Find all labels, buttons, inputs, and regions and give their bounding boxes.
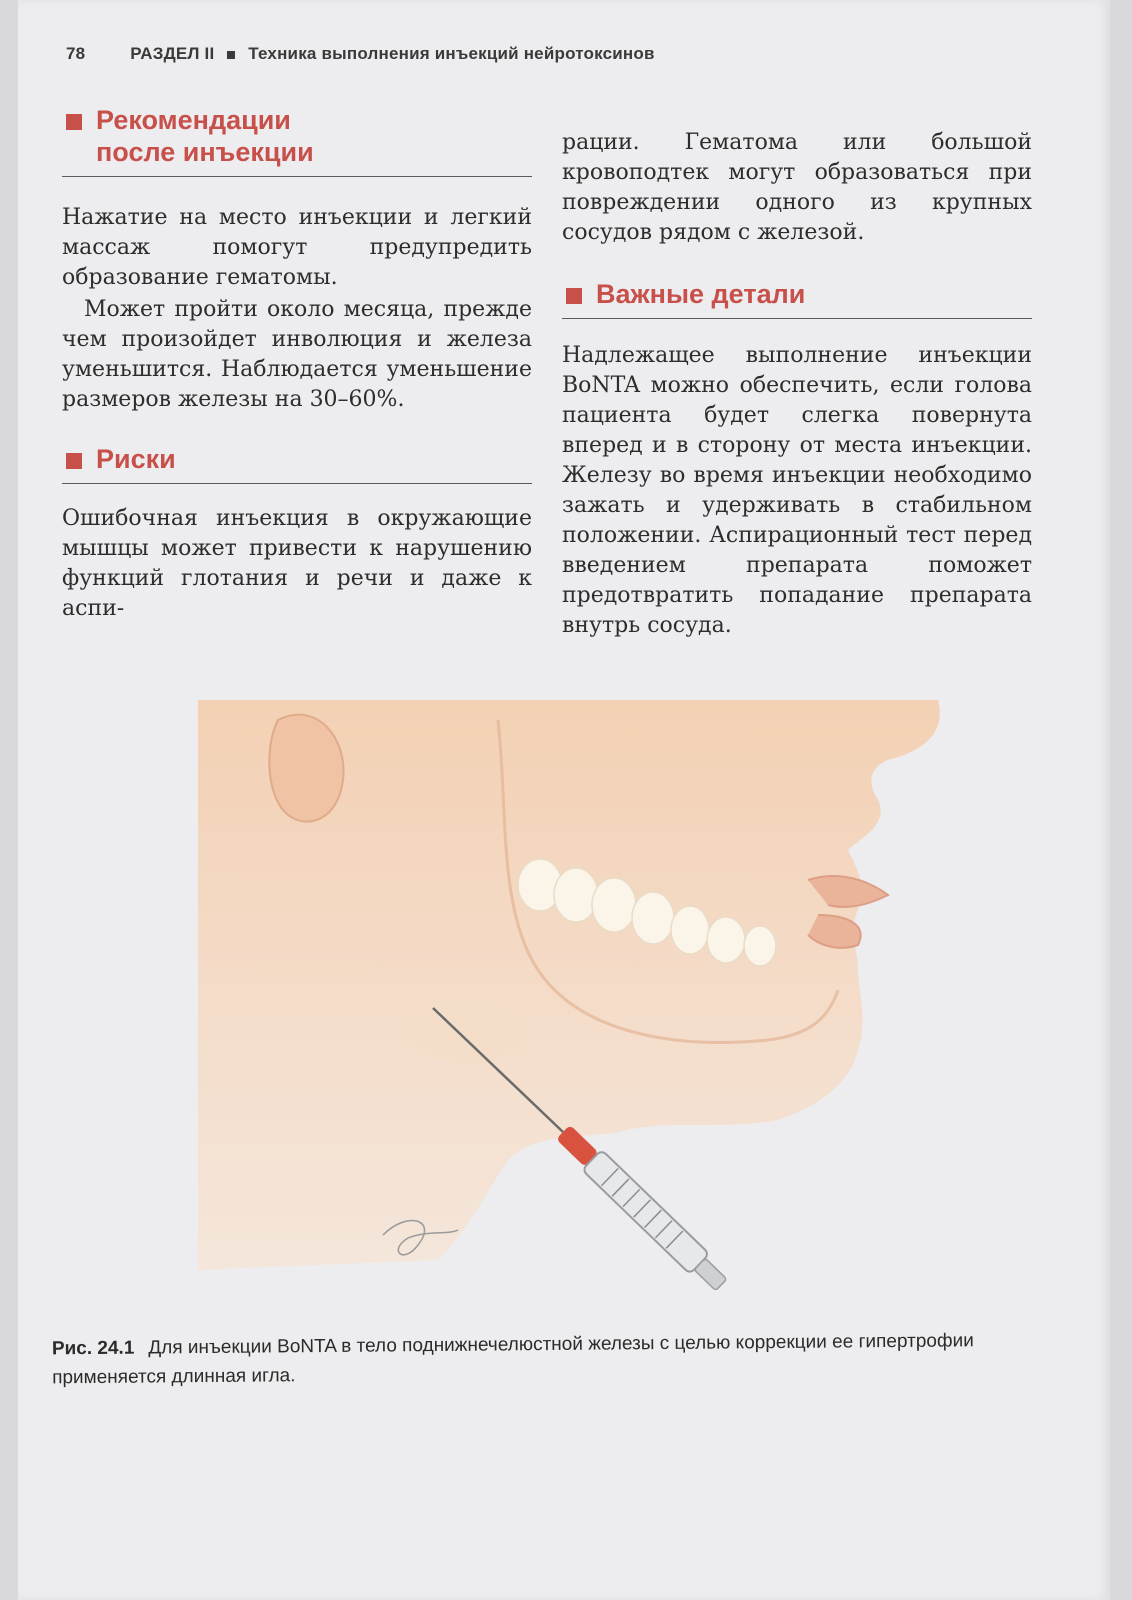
section-title: Техника выполнения инъекций нейротоксинов bbox=[248, 44, 655, 63]
injection-illustration bbox=[168, 690, 968, 1310]
heading-text: Риски bbox=[96, 444, 176, 474]
running-head bbox=[66, 44, 655, 64]
heading-rule bbox=[62, 176, 532, 177]
heading-square-icon bbox=[66, 453, 82, 469]
figure-caption bbox=[52, 1326, 1052, 1393]
syringe bbox=[553, 1122, 731, 1295]
heading-line-2: после инъекции bbox=[96, 137, 314, 167]
paragraph: Нажатие на место инъекции и легкий массаж помогут предупредить образование гематомы. bbox=[62, 205, 532, 290]
heading-rule bbox=[62, 483, 532, 484]
heading-recommendations bbox=[62, 104, 532, 168]
section-label: РАЗДЕЛ II bbox=[130, 44, 215, 63]
tooth bbox=[707, 917, 745, 963]
syringe-barrel bbox=[582, 1150, 709, 1274]
heading-line-1: Рекомендации bbox=[96, 105, 291, 135]
page-number: 78 bbox=[66, 44, 86, 63]
left-column bbox=[62, 104, 532, 624]
heading-rule bbox=[562, 318, 1032, 319]
tooth bbox=[744, 926, 776, 966]
heading-square-icon bbox=[566, 288, 582, 304]
tooth bbox=[592, 878, 636, 932]
paragraph: Может пройти около месяца, прежде чем произойдет инволюция и железа уменьшится. Наблюдается уменьшение размеров железы на 30–60%. bbox=[62, 297, 532, 412]
submandibular-gland bbox=[408, 996, 528, 1064]
paragraph: Надлежащее выполнение инъекции BoNTA можно обеспечить, если голова пациента будет слегка повернута вперед и в сторону от места инъекции. Железу во время инъекции необходимо зажать и удерживать в стабильном положении. Аспирационный тест перед введением препарата поможет предотвратить попадание препарата внутрь сосуда. bbox=[562, 343, 1032, 638]
bullet-square-icon bbox=[227, 51, 235, 59]
tooth bbox=[671, 906, 709, 954]
paragraph: Ошибочная инъекция в окружающие мышцы может привести к нарушению функций глотания и речи и даже к аспи- bbox=[62, 506, 532, 621]
book-page bbox=[18, 0, 1110, 1600]
heading-important-details bbox=[562, 278, 1032, 310]
heading-risks bbox=[62, 443, 532, 475]
figure-caption-text: Для инъекции BoNTA в тело поднижнечелюстной железы с целью коррекции ее гипертрофии применяется длинная игла. bbox=[52, 1330, 974, 1389]
paragraph: рации. Гематома или большой кровоподтек могут образоваться при повреждении одного из крупных сосудов рядом с железой. bbox=[562, 130, 1032, 245]
right-column bbox=[562, 128, 1032, 641]
tooth bbox=[632, 892, 674, 944]
heading-square-icon bbox=[66, 114, 82, 130]
heading-text: Важные детали bbox=[596, 279, 806, 309]
figure-label: Рис. 24.1 bbox=[51, 1337, 135, 1360]
tooth bbox=[554, 868, 598, 922]
